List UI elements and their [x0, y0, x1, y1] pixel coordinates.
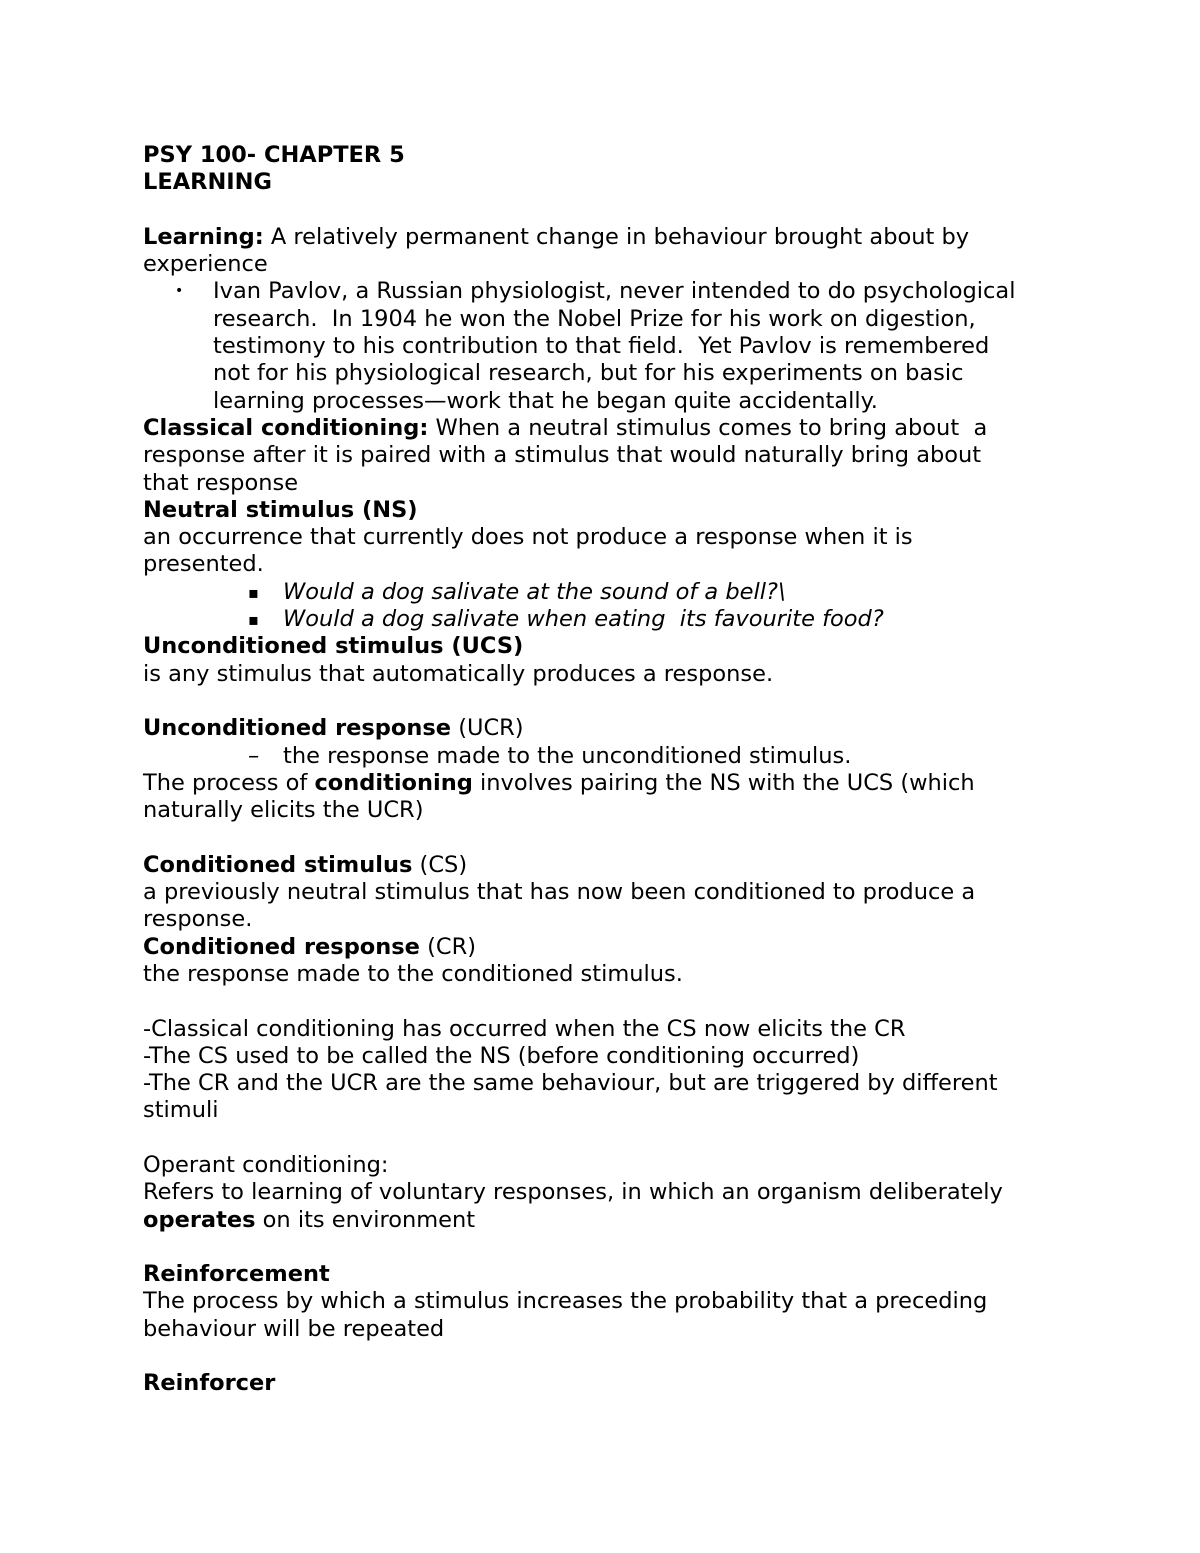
square-bullet-icon: ▪ — [248, 610, 259, 630]
cs-heading: Conditioned stimulus (CS) — [143, 851, 468, 878]
document-subtitle: LEARNING — [143, 169, 272, 196]
bullet-marker: • — [175, 283, 184, 300]
operant-definition: Refers to learning of voluntary responses, in which an organism deliberately — [143, 1179, 1003, 1206]
document-title: PSY 100- CHAPTER 5 — [143, 142, 405, 168]
cs-definition: a previously neutral stimulus that has now been conditioned to produce a — [143, 879, 976, 906]
spacer — [143, 1343, 1200, 1370]
reinforcement-heading: Reinforcement — [143, 1261, 330, 1288]
pavlov-bullet: • Ivan Pavlov, a Russian physiologist, never intended to do psychological — [175, 278, 1016, 305]
operant-heading: Operant conditioning: — [143, 1151, 389, 1178]
ns-heading: Neutral stimulus (NS) — [143, 496, 418, 523]
spacer — [143, 824, 1200, 851]
note-line: -The CS used to be called the NS (before conditioning occurred) — [143, 1042, 860, 1069]
learning-definition-cont: experience — [143, 251, 268, 278]
ucr-definition-item: – the response made to the unconditioned stimulus. — [248, 742, 852, 769]
note-line-cont: stimuli — [143, 1097, 219, 1124]
dash-bullet-marker: – — [248, 742, 260, 769]
conditioning-process: The process of conditioning involves pairing the NS with the UCS (which — [143, 769, 975, 796]
pavlov-bullet-line: not for his physiological research, but for his experiments on basic — [213, 360, 964, 387]
cs-definition-cont: response. — [143, 906, 253, 933]
cr-definition: the response made to the conditioned stimulus. — [143, 960, 683, 987]
note-line: -Classical conditioning has occurred when the CS now elicits the CR — [143, 1015, 906, 1042]
spacer — [143, 1234, 1200, 1261]
reinforcement-definition-cont: behaviour will be repeated — [143, 1315, 445, 1342]
note-line: -The CR and the UCR are the same behaviour, but are triggered by different — [143, 1070, 998, 1097]
spacer — [143, 688, 1200, 715]
reinforcement-definition: The process by which a stimulus increases the probability that a preceding — [143, 1288, 988, 1315]
pavlov-bullet-line: learning processes—work that he began quite accidentally. — [213, 387, 878, 414]
learning-definition: Learning: A relatively permanent change in behaviour brought about by — [143, 223, 970, 250]
spacer — [143, 197, 1200, 224]
ns-definition: an occurrence that currently does not produce a response when it is — [143, 524, 913, 551]
operant-definition-cont: operates on its environment — [143, 1206, 476, 1233]
ns-question-item: ▪ Would a dog salivate when eating its favourite food? — [248, 606, 884, 633]
spacer — [143, 988, 1200, 1015]
ucs-definition: is any stimulus that automatically produces a response. — [143, 660, 774, 687]
pavlov-bullet-line: research. In 1904 he won the Nobel Prize for his work on digestion, — [213, 305, 976, 332]
classical-conditioning-definition: Classical conditioning: When a neutral stimulus comes to bring about a — [143, 414, 988, 441]
square-bullet-icon: ▪ — [248, 582, 259, 602]
classical-conditioning-cont: that response — [143, 469, 299, 496]
ucs-heading: Unconditioned stimulus (UCS) — [143, 633, 524, 660]
classical-conditioning-cont: response after it is paired with a stimulus that would naturally bring about — [143, 442, 982, 469]
ucr-heading: Unconditioned response (UCR) — [143, 715, 524, 742]
ns-question-item: ▪ Would a dog salivate at the sound of a bell?\ — [248, 578, 786, 605]
ns-definition-cont: presented. — [143, 551, 264, 578]
cr-heading: Conditioned response (CR) — [143, 933, 476, 960]
reinforcer-heading: Reinforcer — [143, 1370, 276, 1397]
conditioning-process-cont: naturally elicits the UCR) — [143, 797, 424, 824]
spacer — [143, 1125, 1200, 1152]
pavlov-bullet-line: testimony to his contribution to that field. Yet Pavlov is remembered — [213, 333, 990, 360]
